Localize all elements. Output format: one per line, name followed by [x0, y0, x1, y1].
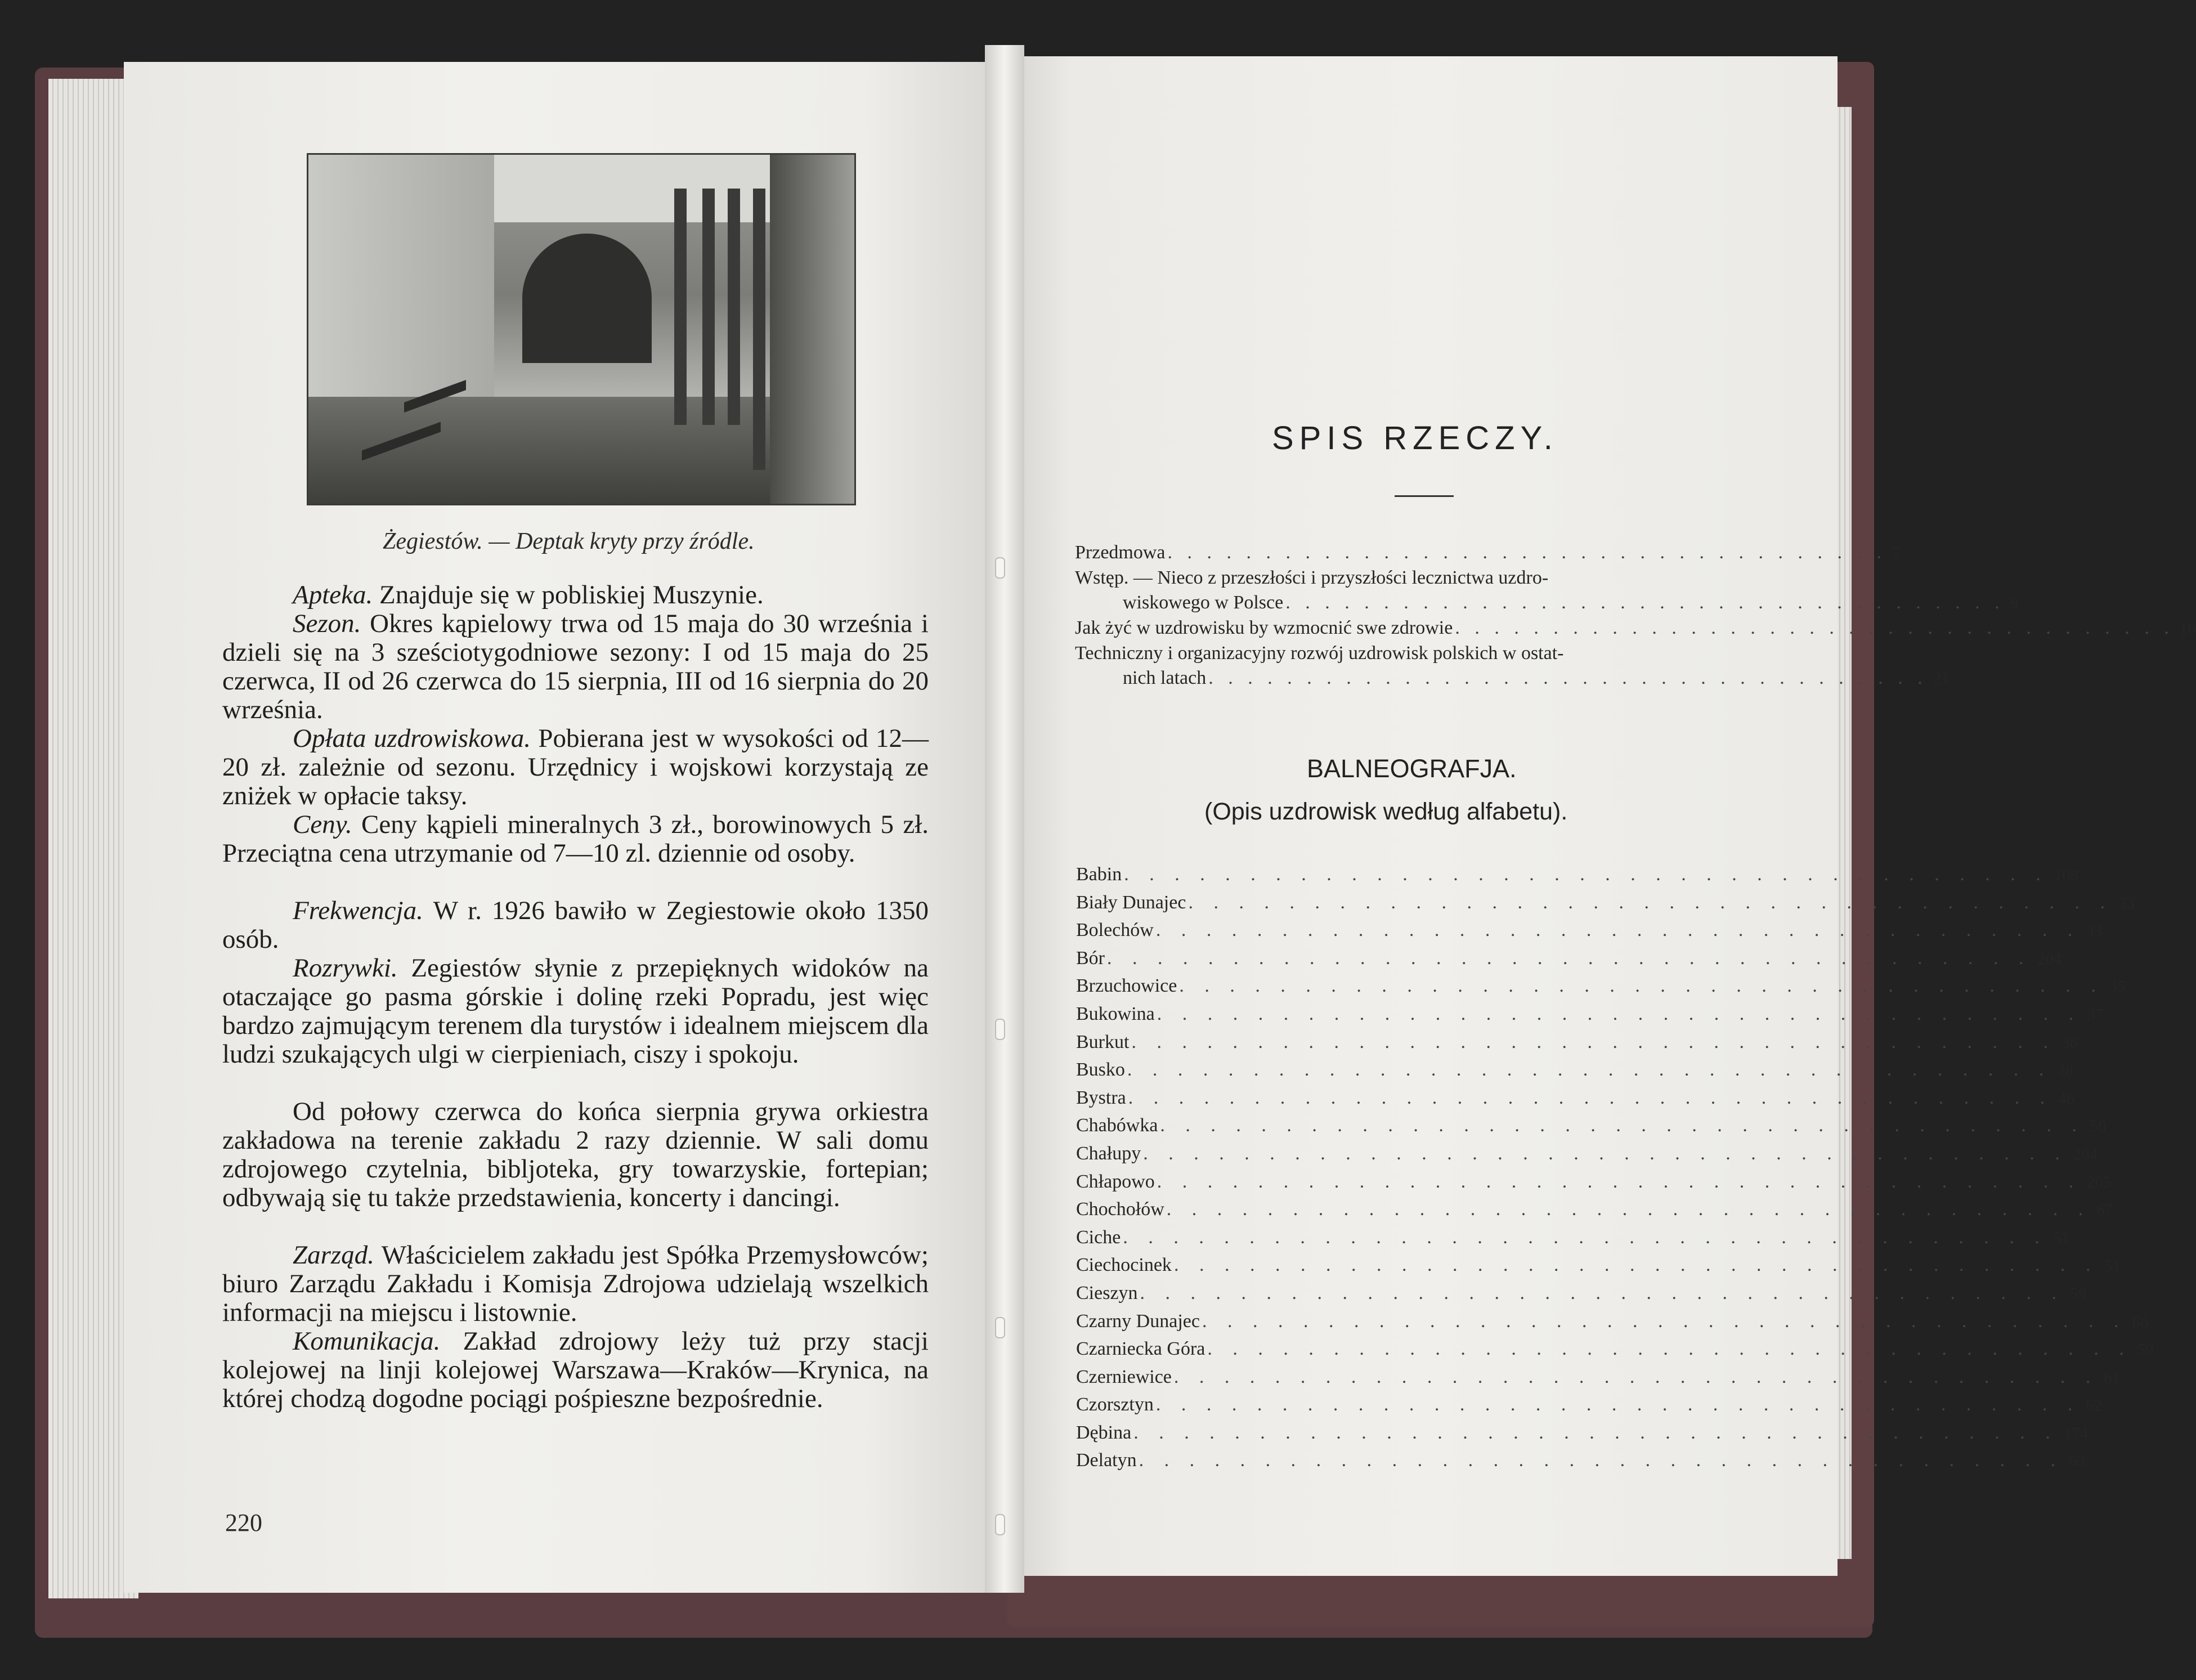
entry-page: 59	[2137, 1341, 2154, 1359]
binding-thread	[995, 557, 1005, 579]
entry-title: Techniczny i organizacyjny rozwój uzdrowisk polskich w ostat-	[1075, 643, 1564, 664]
entry-title: Bolechów	[1076, 920, 1154, 941]
paragraph-text: W r. 1926 bawiło w Zegiestowie około 1350 osób.	[222, 896, 929, 954]
entry-title: Ciche	[1076, 1226, 1121, 1248]
dot-leader: . . . . . . . . . . . . . . . . . . . . . . . . . . . . . . . . . . . . .	[1160, 1115, 2085, 1136]
toc-entry	[1076, 889, 2135, 917]
paragraph-label: Zarząd.	[293, 1240, 382, 1270]
entry-page: 174	[2063, 1424, 2089, 1442]
entry-title: Bór	[1076, 947, 1105, 969]
toc-entry	[1076, 1336, 2154, 1364]
entry-page: 66	[2132, 1312, 2149, 1331]
paragraph-text: Pobierana jest w wysokości od 12—20 zł. zależnie od sezonu. Urzędnicy i wojskowi korzystają ze zniżek w opłacie taksy.	[222, 724, 929, 810]
entry-page: 205	[2087, 1173, 2112, 1191]
dot-leader: . . . . . . . . . . . . . . . . . . . . . . . . . . . . . . . . . . . . .	[1131, 1031, 2056, 1052]
entry-title: nich latach	[1123, 667, 1207, 688]
entry-title: Czorsztyn	[1076, 1394, 1154, 1415]
entry-title: Burkut	[1076, 1031, 1130, 1052]
dot-leader: . . . . . . . . . . . . . . . . . . . . . . . . . . . . . . . . . . . . .	[1140, 1282, 2065, 1303]
toc-entry	[1075, 616, 2196, 641]
paragraph-label: Sezon.	[293, 609, 370, 638]
paragraph	[222, 610, 929, 724]
entry-title: Czarniecka Góra	[1076, 1338, 1205, 1360]
entry-title: Chabówka	[1076, 1115, 1158, 1136]
toc-entry	[1076, 1168, 2112, 1197]
paragraph-label: Opłata uzdrowiskowa.	[293, 724, 539, 753]
dot-leader: . . . . . . . . . . . . . . . . . . . . . . . . . . . . . . . . . . . . .	[1133, 1422, 2058, 1443]
binding-thread	[995, 1317, 1005, 1338]
toc-entry	[1076, 973, 2126, 1001]
toc-entry	[1075, 590, 2019, 616]
entry-page: 108	[2054, 866, 2079, 884]
paragraph-label: Komunikacja.	[293, 1327, 463, 1356]
section-subtitle: (Opis uzdrowisk według alfabetu).	[1204, 798, 1568, 825]
entry-page: 204	[2037, 949, 2061, 968]
entry-page: 62	[2086, 1396, 2103, 1415]
toc-entry	[1075, 566, 1688, 590]
dot-leader: . . . . . . . . . . . . . . . . . . . . . . . . . . . . . . . . . . . . .	[1179, 975, 2104, 997]
entry-page: 21	[1933, 670, 1949, 688]
paragraph	[222, 1327, 929, 1413]
entry-title: Jak żyć w uzdrowisku by wzmocnić swe zdrowie	[1075, 617, 1453, 638]
dot-leader: . . . . . . . . . . . . . . . . . . . . . . . . . . . . . . . . . . . . .	[1124, 864, 2049, 885]
entry-page: 37	[2087, 1005, 2104, 1024]
paragraph-text: Zegiestów słynie z przepięknych widoków na otaczające go pasma górskie i dolinę rzeki Popradu, jest więc bardzo zajmującym terenem dla turystów i idealnem miejscem dla ludzi szukających ulgi w cierpieniach, ciszy i spokoju.	[222, 953, 929, 1069]
entry-title: Biały Dunajec	[1076, 891, 1186, 913]
toc-entry	[1076, 1447, 2086, 1475]
dot-leader: . . . . . . . . . . . . . . . . . . . . . . . . . . . . . . . . . . . . .	[1173, 1255, 2099, 1276]
entry-title: Chochołów	[1076, 1199, 1164, 1220]
dot-leader: . . . . . . . . . . . . . . . . . . . . . . . . . . . . . . . . . . . . .	[1139, 1450, 2064, 1471]
toc-entry	[1076, 945, 2061, 973]
toc-entry	[1076, 1419, 2089, 1448]
entry-page: 50	[2090, 1117, 2107, 1136]
entry-page: 16	[2179, 620, 2196, 638]
paragraph-label: Apteka.	[293, 580, 379, 610]
toc-entry	[1076, 1196, 2113, 1224]
toc-entry	[1076, 1252, 2121, 1280]
dot-leader: . . . . . . . . . . . . . . . . . . . . . . . . . . . . . . . . . . . . .	[1188, 891, 2113, 913]
toc-entry	[1076, 1364, 2121, 1392]
entry-page: 33	[2118, 894, 2135, 912]
toc-entry	[1076, 1056, 2074, 1085]
paragraph-label: Frekwencja.	[293, 896, 433, 925]
paragraph	[222, 581, 929, 610]
entry-title: wiskowego w Polsce	[1123, 592, 1284, 613]
dot-leader: . . . . . . . . . . . . . . . . . . . . . . . . . . . . . . . . . . . . .	[1127, 1059, 2052, 1081]
book-gutter	[985, 45, 1024, 1593]
binding-thread	[995, 1019, 1005, 1040]
paragraph-label: Ceny.	[293, 810, 362, 839]
toc-list	[1075, 540, 2196, 691]
toc-entry	[1075, 540, 1901, 566]
toc-entry	[1076, 1085, 2075, 1113]
entry-title: Chałupy	[1076, 1143, 1141, 1164]
photo-caption: Żegiestów. — Deptak kryty przy źródle.	[383, 528, 755, 554]
entry-page: 7	[1892, 544, 1901, 562]
dot-leader: . . . . . . . . . . . . . . . . . . . . . . . . . . . . . . . . . . . . .	[1166, 1199, 2091, 1220]
toc-entry	[1076, 1029, 2078, 1057]
paragraph	[222, 1097, 929, 1212]
entry-title: Przedmowa	[1075, 542, 1166, 563]
dot-leader: . . . . . . . . . . . . . . . . . . . . . . . . . . . . . . . . . . . . .	[1173, 1366, 2099, 1387]
binding-thread	[995, 1514, 1005, 1535]
paragraph-label: Rozrywki.	[293, 953, 411, 983]
dot-leader: . . . . . . . . . . . . . . . . . . . . . . . . . . . . . . . . . . . . .	[1285, 592, 2005, 613]
dot-leader: . . . . . . . . . . . . . . . . . . . . . . . . . . . . . . . . . . . . .	[1107, 947, 2032, 969]
toc-entry	[1076, 1140, 2098, 1168]
entry-page: 46	[2058, 1089, 2075, 1108]
paragraph-text: Ceny kąpieli mineralnych 3 zł., borowinowych 5 zł. Przeciątna cena utrzymanie od 7—10 zl. dziennie od osoby.	[222, 810, 929, 868]
entry-title: Chłapowo	[1076, 1171, 1155, 1192]
paragraph	[222, 724, 929, 810]
title-rule	[1395, 495, 1454, 497]
dot-leader: . . . . . . . . . . . . . . . . . . . . . . . . . . . . . . . . . . . . .	[1207, 1338, 2132, 1360]
entry-page: 38	[2057, 1061, 2074, 1080]
toc-entry	[1076, 1280, 2087, 1308]
paragraph-text: Właścicielem zakładu jest Spółka Przemysłowców; biuro Zarządu Zakładu i Komisja Zdrojowa udzielają wszelkich informacji na miejscu i listownie.	[222, 1240, 929, 1327]
entry-page: 51	[2104, 1257, 2121, 1275]
entry-page: 36	[2061, 1033, 2078, 1052]
entry-page: 67	[2096, 1201, 2113, 1220]
entry-page: 59	[2070, 1284, 2087, 1303]
entry-title: Wstęp. — Nieco z przeszłości i przyszłości lecznictwa uzdro-	[1075, 567, 1549, 588]
entry-title: Delatyn	[1076, 1450, 1137, 1471]
entry-title: Dębina	[1076, 1422, 1132, 1443]
entry-page: 33	[2086, 922, 2103, 940]
dot-leader: . . . . . . . . . . . . . . . . . . . . . . . . . . . . . . . . . . . . .	[1208, 667, 1928, 688]
paragraph-text: Znajduje się w pobliskiej Muszynie.	[379, 580, 764, 610]
entry-page: 61	[2104, 1368, 2121, 1387]
paragraph	[222, 1241, 929, 1327]
entry-page: 204	[2073, 1145, 2098, 1163]
places-list	[1076, 861, 2154, 1475]
dot-leader: . . . . . . . . . . . . . . . . . . . . . . . . . . . . . . . . . . . . .	[1167, 542, 1887, 563]
entry-page: 63	[2069, 1452, 2086, 1471]
entry-title: Czarny Dunajec	[1076, 1310, 1200, 1332]
dot-leader: . . . . . . . . . . . . . . . . . . . . . . . . . . . . . . . . . . . . .	[1157, 1171, 2082, 1192]
toc-entry	[1076, 1391, 2103, 1419]
entry-title: Cieszyn	[1076, 1282, 1138, 1303]
paragraph-text: Od połowy czerwca do końca sierpnia grywa orkiestra zakładowa na terenie zakładu 2 razy dziennie. W sali domu zdrojowego czytelnia, bibljoteka, gry towarzyskie, fortepian; odbywają się tu także przedstawienia, koncerty i dancingi.	[222, 1097, 929, 1212]
dot-leader: . . . . . . . . . . . . . . . . . . . . . . . . . . . . . . . . . . . . .	[1143, 1143, 2068, 1164]
entry-title: Busko	[1076, 1059, 1125, 1081]
entry-title: Bukowina	[1076, 1003, 1155, 1024]
dot-leader: . . . . . . . . . . . . . . . . . . . . . . . . . . . . . . . . . . . . .	[1123, 1226, 2047, 1248]
section-title: BALNEOGRAFJA.	[1307, 754, 1517, 783]
entry-page: 35	[2109, 978, 2126, 996]
entry-page: 51	[2052, 1229, 2069, 1247]
dot-leader: . . . . . . . . . . . . . . . . . . . . . . . . . . . . . . . . . . . . .	[1455, 617, 2174, 638]
dot-leader: . . . . . . . . . . . . . . . . . . . . . . . . . . . . . . . . . . . . .	[1155, 1394, 2081, 1415]
paragraph	[222, 810, 929, 868]
entry-title: Babin	[1076, 864, 1122, 885]
entry-title: Czerniewice	[1076, 1366, 1172, 1387]
toc-entry	[1076, 861, 2079, 889]
dot-leader: . . . . . . . . . . . . . . . . . . . . . . . . . . . . . . . . . . . . .	[1157, 1003, 2082, 1024]
dot-leader: . . . . . . . . . . . . . . . . . . . . . . . . . . . . . . . . . . . . .	[1155, 920, 2081, 941]
paragraph-text: Zakład zdrojowy leży tuż przy stacji kolejowej na linji kolejowej Warszawa—Kraków—Krynica, na której chodzą dogodne pociągi pośpieszne bezpośrednie.	[222, 1327, 929, 1413]
dot-leader: . . . . . . . . . . . . . . . . . . . . . . . . . . . . . . . . . . . . .	[1128, 1087, 2053, 1108]
toc-entry	[1076, 917, 2103, 945]
toc-entry	[1076, 1112, 2107, 1140]
dot-leader: . . . . . . . . . . . . . . . . . . . . . . . . . . . . . . . . . . . . .	[1202, 1310, 2127, 1332]
toc-entry	[1076, 1308, 2149, 1336]
toc-entry	[1076, 1001, 2104, 1029]
entry-page: 9	[2010, 594, 2019, 612]
paragraph	[222, 954, 929, 1069]
toc-entry	[1076, 1224, 2069, 1252]
toc-title: SPIS RZECZY.	[1272, 420, 1558, 456]
entry-title: Brzuchowice	[1076, 975, 1177, 997]
toc-entry	[1075, 666, 1949, 691]
page-number: 220	[225, 1509, 262, 1536]
promenade-photograph	[307, 153, 856, 505]
toc-entry	[1075, 641, 1688, 666]
paragraph-text: Okres kąpielowy trwa od 15 maja do 30 września i dzieli się na 3 sześciotygodniowe sezony: I od 15 maja do 25 czerwca, II od 26 czerwca do 15 sierpnia, III od 16 sierpnia do 20 września.	[222, 609, 929, 724]
paragraph	[222, 897, 929, 954]
entry-title: Bystra	[1076, 1087, 1126, 1108]
entry-title: Ciechocinek	[1076, 1255, 1172, 1276]
